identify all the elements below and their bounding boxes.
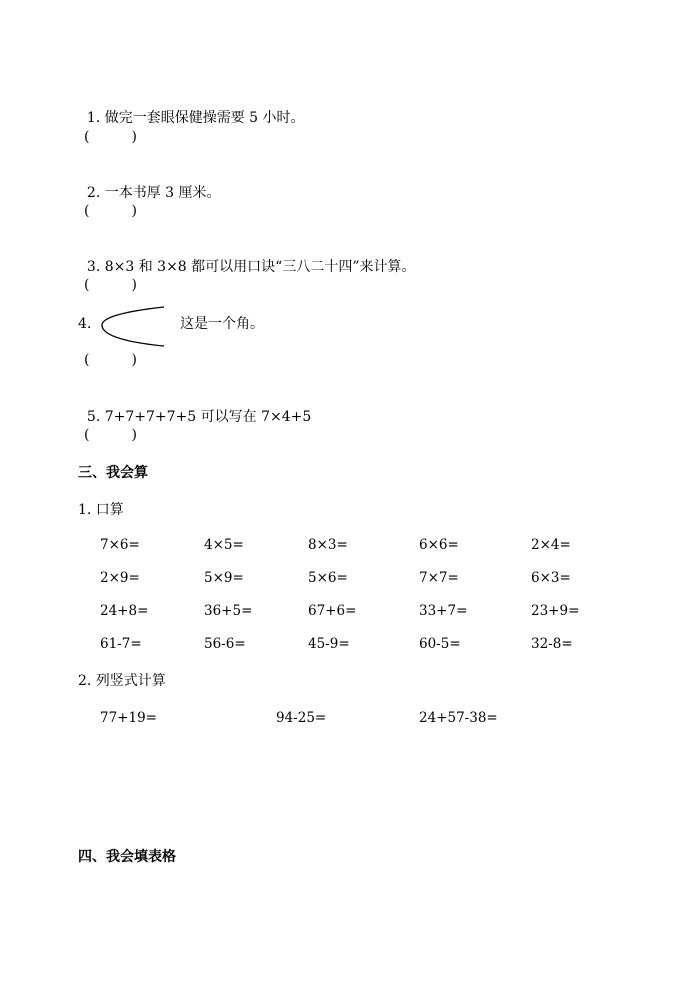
vertical-problem: 24+57-38= — [419, 710, 498, 726]
answer-parentheses[interactable]: ( ) — [84, 277, 137, 293]
oral-problem: 8×3= — [308, 537, 348, 553]
oral-problem: 2×4= — [531, 537, 571, 553]
question-5 — [78, 390, 311, 426]
question-text: 做完一套眼保健操需要 5 小时。 — [104, 110, 305, 126]
oral-problem: 60-5= — [419, 636, 461, 652]
oral-problem: 6×3= — [531, 570, 571, 586]
oral-problem: 23+9= — [531, 603, 580, 619]
section-title: 四、我会填表格 — [78, 849, 176, 865]
answer-parentheses[interactable]: ( ) — [84, 352, 137, 368]
section-title: 三、我会算 — [78, 465, 148, 481]
vertical-calc-heading: 2. 列竖式计算 — [78, 673, 166, 689]
oral-problem: 32-8= — [531, 636, 573, 652]
curved-angle-figure — [98, 304, 168, 350]
oral-problem: 5×6= — [308, 570, 348, 586]
oral-calc-heading: 1. 口算 — [78, 502, 124, 518]
question-number: 5. — [86, 409, 101, 425]
question-text: 7+7+7+7+5 可以写在 7×4+5 — [104, 409, 312, 425]
question-1 — [78, 91, 305, 127]
oral-problem: 56-6= — [204, 636, 246, 652]
question-number: 3. — [86, 259, 101, 275]
question-number: 2. — [86, 185, 101, 201]
vertical-problem: 77+19= — [100, 710, 157, 726]
vertical-problem: 94-25= — [276, 710, 327, 726]
oral-problem: 24+8= — [100, 603, 149, 619]
oral-problem: 5×9= — [204, 570, 244, 586]
question-2 — [78, 166, 221, 202]
oral-problem: 2×9= — [100, 570, 140, 586]
oral-problem: 61-7= — [100, 636, 142, 652]
question-number: 1. — [86, 110, 101, 126]
question-4-text: 这是一个角。 — [180, 316, 264, 332]
oral-problem: 4×5= — [204, 537, 244, 553]
oral-problem: 67+6= — [308, 603, 357, 619]
oral-problem: 6×6= — [419, 537, 459, 553]
answer-parentheses[interactable]: ( ) — [84, 129, 137, 145]
question-3 — [78, 240, 415, 276]
oral-problem: 36+5= — [204, 603, 253, 619]
oral-problem: 7×6= — [100, 537, 140, 553]
question-4-number: 4. — [78, 316, 92, 332]
oral-problem: 45-9= — [308, 636, 350, 652]
oral-problem: 7×7= — [419, 570, 459, 586]
question-text: 一本书厚 3 厘米。 — [104, 185, 221, 201]
oral-problem: 33+7= — [419, 603, 468, 619]
answer-parentheses[interactable]: ( ) — [84, 203, 137, 219]
question-text: 8×3 和 3×8 都可以用口诀“三八二十四”来计算。 — [104, 259, 416, 275]
answer-parentheses[interactable]: ( ) — [84, 427, 137, 443]
